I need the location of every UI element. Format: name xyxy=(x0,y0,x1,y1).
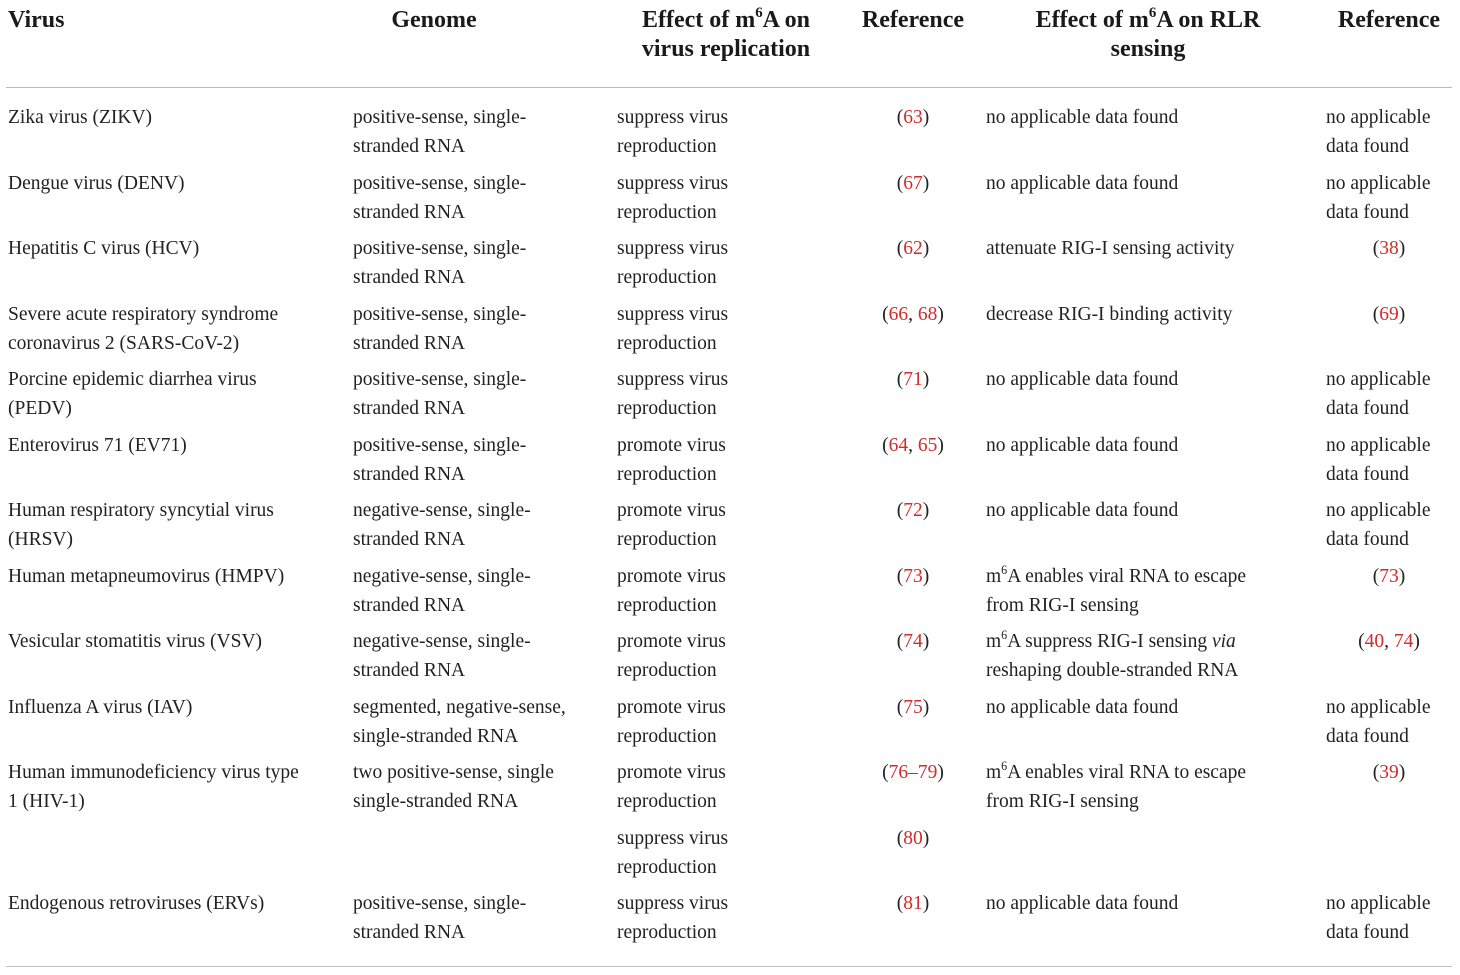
reference-cell xyxy=(858,170,968,199)
header-effect-rlr-line2: sensing xyxy=(1110,36,1186,62)
virus-name-line: Endogenous retroviruses (ERVs) xyxy=(8,893,265,914)
reference-link[interactable]: 38 xyxy=(1379,238,1399,259)
virus-cell xyxy=(8,301,348,358)
reference-cell xyxy=(858,497,968,526)
reference-group: (80) xyxy=(896,828,930,849)
reference-link[interactable]: 72 xyxy=(903,500,923,521)
reference-cell xyxy=(858,694,968,723)
genome-cell xyxy=(353,170,603,227)
virus-name-line: Enterovirus 71 (EV71) xyxy=(8,435,187,456)
reference-link[interactable]: 62 xyxy=(903,238,923,259)
reference-link[interactable]: 69 xyxy=(1379,304,1399,325)
rlr-effect-line: reshaping double-stranded RNA xyxy=(986,659,1239,681)
reference-link[interactable]: 71 xyxy=(903,369,923,390)
reference-cell xyxy=(858,366,968,395)
header-virus-label: Virus xyxy=(8,7,65,33)
header-ref1-label: Reference xyxy=(861,7,965,33)
rlr-effect-text: A enables viral RNA to escape xyxy=(1007,566,1247,587)
reference-2-cell xyxy=(1326,170,1450,227)
genome-cell xyxy=(353,104,603,161)
virus-cell xyxy=(8,104,348,133)
reference-cell xyxy=(858,301,968,330)
reference-link[interactable]: 76–79 xyxy=(888,762,938,783)
header-effect-rlr-sup: 6 xyxy=(1148,4,1157,21)
header-effect-rep-part1: Effect of m xyxy=(641,7,756,33)
genome-type-line: segmented, negative-sense, xyxy=(353,697,566,718)
replication-effect-cell xyxy=(617,694,837,751)
replication-effect-cell xyxy=(617,497,837,554)
genome-cell xyxy=(353,628,603,685)
rlr-effect-line: no applicable data found xyxy=(986,500,1179,521)
replication-effect-cell xyxy=(617,366,837,423)
genome-cell xyxy=(353,890,603,947)
rlr-effect-cell xyxy=(986,694,1306,723)
reference-group: (71) xyxy=(896,369,930,390)
rlr-effect-line: decrease RIG-I binding activity xyxy=(986,304,1233,325)
virus-cell xyxy=(8,432,348,461)
replication-effect-line: reproduction xyxy=(617,856,717,878)
header-effect-rep-sup: 6 xyxy=(755,4,763,21)
reference-2-cell xyxy=(1326,104,1450,161)
genome-cell xyxy=(353,497,603,554)
reference-group: (62) xyxy=(896,238,930,259)
replication-effect-line: suppress virus xyxy=(617,369,729,390)
virus-name-line: Human respiratory syncytial virus xyxy=(8,500,274,521)
reference-2-cell xyxy=(1326,890,1450,947)
genome-cell xyxy=(353,759,603,816)
reference-cell xyxy=(858,759,968,788)
reference-link[interactable]: 39 xyxy=(1379,762,1399,783)
rlr-effect-cell xyxy=(986,563,1306,620)
reference-2-group: (38) xyxy=(1372,238,1406,259)
reference-cell xyxy=(858,432,968,461)
rlr-effect-text: A suppress RIG-I sensing xyxy=(1007,631,1212,652)
reference-2-cell xyxy=(1326,366,1450,423)
no-data-line: data found xyxy=(1326,397,1409,419)
virus-cell xyxy=(8,366,348,423)
no-data-line: no applicable xyxy=(1326,697,1431,718)
genome-type-line: positive-sense, single- xyxy=(353,173,527,194)
reference-link[interactable]: 66 xyxy=(888,304,909,325)
replication-effect-line: promote virus xyxy=(617,631,726,652)
rlr-effect-line: no applicable data found xyxy=(986,435,1179,456)
reference-cell xyxy=(858,104,968,133)
virus-name-line: coronavirus 2 (SARS-CoV-2) xyxy=(8,332,240,354)
virus-name-line: Human immunodeficiency virus type xyxy=(8,762,299,783)
genome-cell xyxy=(353,694,603,751)
no-data-line: data found xyxy=(1326,725,1409,747)
genome-cell xyxy=(353,563,603,620)
header-virus xyxy=(8,6,208,35)
reference-cell xyxy=(858,890,968,919)
rlr-effect-text: A enables viral RNA to escape xyxy=(1007,762,1247,783)
replication-effect-line: promote virus xyxy=(617,762,726,783)
virus-name-line: Vesicular stomatitis virus (VSV) xyxy=(8,631,263,652)
no-data-line: no applicable xyxy=(1326,173,1431,194)
header-ref2-label: Reference xyxy=(1337,7,1441,33)
reference-link[interactable]: 40 xyxy=(1364,631,1385,652)
reference-link[interactable]: 80 xyxy=(903,828,923,849)
rlr-effect-cell xyxy=(986,890,1306,919)
genome-type-line: stranded RNA xyxy=(353,397,466,419)
no-data-line: no applicable xyxy=(1326,435,1431,456)
virus-name-line: Influenza A virus (IAV) xyxy=(8,697,193,718)
reference-link[interactable]: 67 xyxy=(903,173,923,194)
no-data-line: data found xyxy=(1326,463,1409,485)
reference-link[interactable]: 73 xyxy=(903,566,923,587)
m6a-prefix: m xyxy=(986,566,1002,587)
reference-2-cell xyxy=(1328,301,1450,330)
genome-type-line: single-stranded RNA xyxy=(353,725,519,747)
genome-cell xyxy=(353,301,603,358)
virus-cell xyxy=(8,759,348,816)
virus-cell xyxy=(8,694,348,723)
no-data-line: data found xyxy=(1326,135,1409,157)
header-effect-rep-line2: virus replication xyxy=(641,36,811,62)
rlr-effect-line: no applicable data found xyxy=(986,893,1179,914)
rlr-effect-line xyxy=(986,628,1306,657)
genome-type-line: positive-sense, single- xyxy=(353,238,527,259)
reference-2-group: (69) xyxy=(1372,304,1406,325)
virus-cell xyxy=(8,628,348,657)
rlr-effect-cell xyxy=(986,170,1306,199)
rlr-effect-cell xyxy=(986,366,1306,395)
replication-effect-line: promote virus xyxy=(617,697,726,718)
header-effect-rlr-part2: A on RLR xyxy=(1156,7,1261,33)
reference-group: (73) xyxy=(896,566,930,587)
genome-type-line: stranded RNA xyxy=(353,463,466,485)
genome-type-line: positive-sense, single- xyxy=(353,435,527,456)
reference-2-cell xyxy=(1326,432,1450,489)
rlr-effect-cell xyxy=(986,432,1306,461)
reference-cell xyxy=(858,235,968,264)
reference-cell xyxy=(858,563,968,592)
rlr-effect-line: from RIG-I sensing xyxy=(986,790,1139,812)
genome-type-line: negative-sense, single- xyxy=(353,566,531,587)
reference-link[interactable]: 63 xyxy=(903,107,923,128)
header-genome xyxy=(334,6,534,35)
reference-2-cell xyxy=(1326,497,1450,554)
reference-link[interactable]: 65 xyxy=(917,435,938,456)
replication-effect-line: suppress virus xyxy=(617,238,729,259)
genome-type-line: positive-sense, single- xyxy=(353,107,527,128)
reference-group: (81) xyxy=(896,893,930,914)
virus-name-line: Zika virus (ZIKV) xyxy=(8,107,153,128)
no-data-line: data found xyxy=(1326,528,1409,550)
replication-effect-line: reproduction xyxy=(617,332,717,354)
replication-effect-cell xyxy=(617,825,837,882)
replication-effect-cell xyxy=(617,104,837,161)
genome-cell xyxy=(353,366,603,423)
replication-effect-line: promote virus xyxy=(617,500,726,521)
genome-type-line: single-stranded RNA xyxy=(353,790,519,812)
no-data-line: no applicable xyxy=(1326,893,1431,914)
reference-2-group: (40, 74) xyxy=(1358,631,1420,652)
replication-effect-line: promote virus xyxy=(617,435,726,456)
rlr-effect-cell xyxy=(986,104,1306,133)
m6a-prefix: m xyxy=(986,631,1002,652)
no-data-line: no applicable xyxy=(1326,107,1431,128)
reference-link[interactable]: 74 xyxy=(1393,631,1414,652)
genome-cell xyxy=(353,432,603,489)
reference-group: (63) xyxy=(896,107,930,128)
genome-type-line: stranded RNA xyxy=(353,659,466,681)
reference-2-group: (73) xyxy=(1372,566,1406,587)
header-reference-2 xyxy=(1328,6,1450,35)
virus-name-line: Porcine epidemic diarrhea virus xyxy=(8,369,257,390)
reference-2-cell xyxy=(1328,563,1450,592)
virus-name-line: (PEDV) xyxy=(8,397,72,419)
header-rule xyxy=(6,87,1452,88)
replication-effect-cell xyxy=(617,628,837,685)
replication-effect-line: reproduction xyxy=(617,659,717,681)
reference-cell xyxy=(858,628,968,657)
virus-cell xyxy=(8,235,348,264)
virus-name-line: Human metapneumovirus (HMPV) xyxy=(8,566,285,587)
replication-effect-line: reproduction xyxy=(617,266,717,288)
replication-effect-line: promote virus xyxy=(617,566,726,587)
genome-type-line: positive-sense, single- xyxy=(353,304,527,325)
virus-cell xyxy=(8,563,348,592)
header-effect-replication xyxy=(608,6,844,64)
reference-group: (64, 65) xyxy=(882,435,944,456)
reference-link[interactable]: 74 xyxy=(903,631,923,652)
rlr-effect-cell xyxy=(986,759,1306,816)
reference-2-cell xyxy=(1328,235,1450,264)
no-data-line: no applicable xyxy=(1326,500,1431,521)
reference-link[interactable]: 73 xyxy=(1379,566,1399,587)
genome-type-line: stranded RNA xyxy=(353,594,466,616)
bottom-rule xyxy=(6,966,1452,967)
no-data-line: data found xyxy=(1326,201,1409,223)
replication-effect-line: reproduction xyxy=(617,397,717,419)
reference-2-cell xyxy=(1328,628,1450,657)
rlr-effect-cell xyxy=(986,301,1306,330)
virus-name-line: Dengue virus (DENV) xyxy=(8,173,185,194)
virus-name-line: (HRSV) xyxy=(8,528,74,550)
rlr-effect-line: no applicable data found xyxy=(986,173,1179,194)
genome-type-line: negative-sense, single- xyxy=(353,631,531,652)
genome-type-line: stranded RNA xyxy=(353,921,466,943)
reference-link[interactable]: 68 xyxy=(917,304,938,325)
rlr-effect-line xyxy=(986,759,1306,788)
replication-effect-line: suppress virus xyxy=(617,893,729,914)
header-effect-rlr xyxy=(1008,6,1288,64)
rlr-effect-line xyxy=(986,563,1306,592)
reference-group: (67) xyxy=(896,173,930,194)
genome-type-line: stranded RNA xyxy=(353,528,466,550)
genome-cell xyxy=(353,235,603,292)
virus-name-line: Hepatitis C virus (HCV) xyxy=(8,238,200,259)
no-data-line: data found xyxy=(1326,921,1409,943)
replication-effect-cell xyxy=(617,235,837,292)
virus-name-line: 1 (HIV-1) xyxy=(8,790,85,812)
no-data-line: no applicable xyxy=(1326,369,1431,390)
rlr-effect-line: from RIG-I sensing xyxy=(986,594,1139,616)
rlr-effect-italic: via xyxy=(1211,631,1236,652)
genome-type-line: stranded RNA xyxy=(353,266,466,288)
m6a-superscript: 6 xyxy=(1001,562,1008,577)
replication-effect-line: suppress virus xyxy=(617,304,729,325)
genome-type-line: positive-sense, single- xyxy=(353,893,527,914)
header-genome-label: Genome xyxy=(391,7,477,33)
reference-2-cell xyxy=(1328,759,1450,788)
reference-link[interactable]: 64 xyxy=(888,435,909,456)
genome-type-line: positive-sense, single- xyxy=(353,369,527,390)
replication-effect-line: suppress virus xyxy=(617,173,729,194)
virus-name-line: Severe acute respiratory syndrome xyxy=(8,304,279,325)
replication-effect-cell xyxy=(617,759,837,816)
replication-effect-cell xyxy=(617,170,837,227)
genome-type-line: stranded RNA xyxy=(353,135,466,157)
rlr-effect-cell xyxy=(986,235,1306,264)
rlr-effect-line: no applicable data found xyxy=(986,369,1179,390)
reference-link[interactable]: 75 xyxy=(903,697,923,718)
replication-effect-line: reproduction xyxy=(617,725,717,747)
genome-type-line: stranded RNA xyxy=(353,201,466,223)
reference-group: (75) xyxy=(896,697,930,718)
reference-link[interactable]: 81 xyxy=(903,893,923,914)
replication-effect-line: suppress virus xyxy=(617,107,729,128)
replication-effect-line: reproduction xyxy=(617,528,717,550)
replication-effect-cell xyxy=(617,563,837,620)
replication-effect-line: suppress virus xyxy=(617,828,729,849)
replication-effect-line: reproduction xyxy=(617,921,717,943)
rlr-effect-line: attenuate RIG-I sensing activity xyxy=(986,238,1235,259)
genome-type-line: negative-sense, single- xyxy=(353,500,531,521)
replication-effect-line: reproduction xyxy=(617,594,717,616)
genome-type-line: two positive-sense, single xyxy=(353,762,554,783)
genome-type-line: stranded RNA xyxy=(353,332,466,354)
rlr-effect-cell xyxy=(986,497,1306,526)
reference-group: (66, 68) xyxy=(882,304,944,325)
replication-effect-line: reproduction xyxy=(617,790,717,812)
rlr-effect-line: no applicable data found xyxy=(986,697,1179,718)
header-reference-1 xyxy=(852,6,974,35)
rlr-effect-line: no applicable data found xyxy=(986,107,1179,128)
m6a-prefix: m xyxy=(986,762,1002,783)
m6a-superscript: 6 xyxy=(1001,627,1008,642)
virus-cell xyxy=(8,890,348,919)
replication-effect-cell xyxy=(617,301,837,358)
reference-group: (76–79) xyxy=(882,762,944,783)
replication-effect-cell xyxy=(617,432,837,489)
replication-effect-line: reproduction xyxy=(617,463,717,485)
header-effect-rlr-part1: Effect of m xyxy=(1035,7,1149,33)
header-effect-rep-part2: A on xyxy=(762,7,811,33)
replication-effect-cell xyxy=(617,890,837,947)
m6a-superscript: 6 xyxy=(1001,758,1008,773)
virus-cell xyxy=(8,497,348,554)
replication-effect-line: reproduction xyxy=(617,135,717,157)
reference-cell xyxy=(858,825,968,854)
reference-2-group: (39) xyxy=(1372,762,1406,783)
reference-2-cell xyxy=(1326,694,1450,751)
rlr-effect-cell xyxy=(986,628,1306,685)
reference-group: (74) xyxy=(896,631,930,652)
reference-group: (72) xyxy=(896,500,930,521)
replication-effect-line: reproduction xyxy=(617,201,717,223)
virus-cell xyxy=(8,170,348,199)
